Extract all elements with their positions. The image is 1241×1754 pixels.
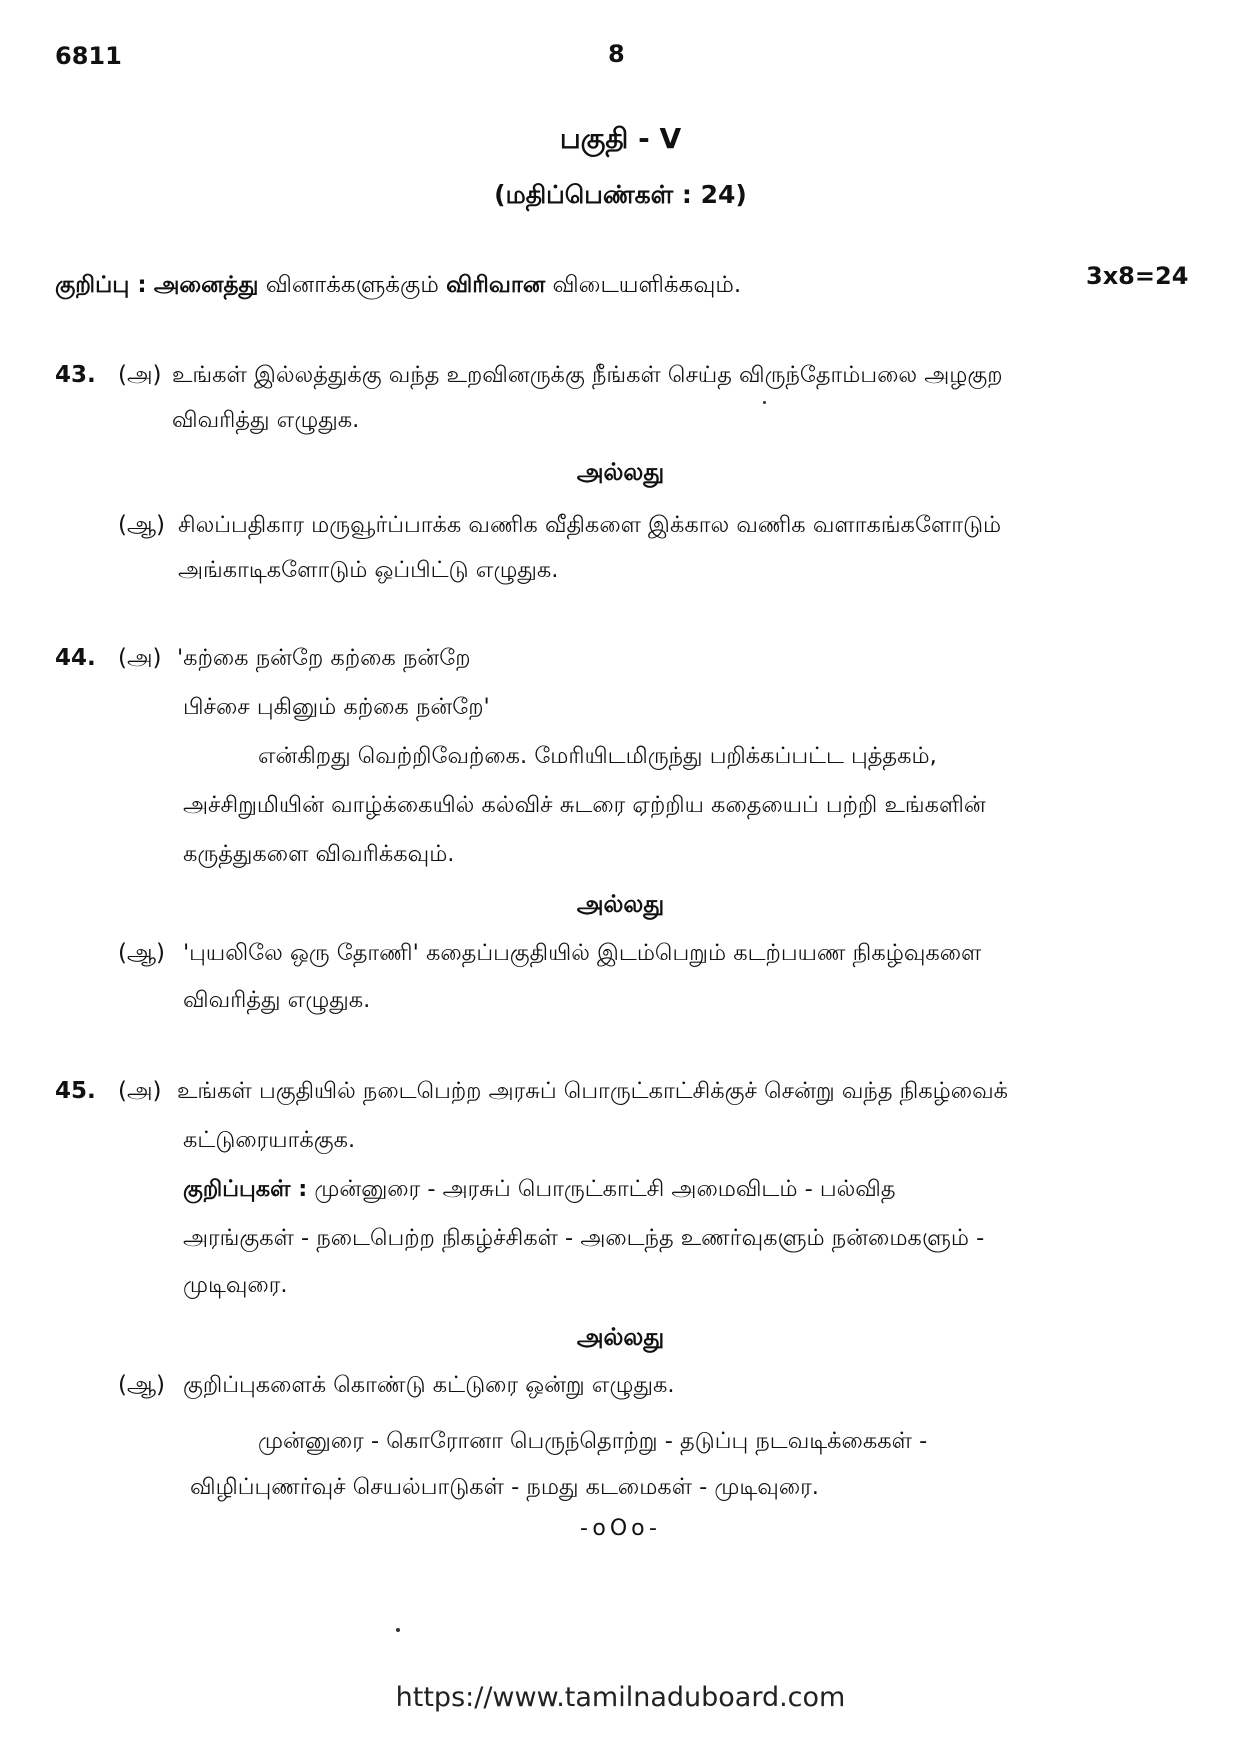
hints-text: முன்னுரை - அரசுப் பொருட்காட்சி அமைவிடம் - பல்வித (314, 1176, 896, 1202)
question-line: விவரித்து எழுதுக. (183, 987, 371, 1013)
page-number: 8 (608, 40, 625, 68)
option-label-b: (ஆ) (118, 512, 166, 538)
question-number: 43. (55, 362, 96, 388)
question-line: உங்கள் இல்லத்துக்கு வந்த உறவினருக்கு நீங்கள் செய்த விருந்தோம்பலை அழகுற (172, 362, 1003, 388)
option-label-a: (அ) (118, 362, 162, 388)
question-line: கருத்துகளை விவரிக்கவும். (183, 841, 455, 867)
question-line: கட்டுரையாக்குக. (183, 1127, 356, 1153)
paper-code: 6811 (55, 42, 122, 70)
instruction-word-questions: வினாக்களுக்கும் (265, 272, 439, 298)
stray-mark (763, 401, 766, 404)
hints-line (183, 1176, 896, 1205)
hints-line: முன்னுரை - கொரோனா பெருந்தொற்று - தடுப்பு நடவடிக்கைகள் - (258, 1428, 928, 1454)
question-number: 45. (55, 1078, 96, 1104)
or-separator: அல்லது (576, 1323, 665, 1351)
instruction-word-detailed: விரிவான (446, 272, 546, 298)
question-line: 'புயலிலே ஒரு தோணி' கதைப்பகுதியில் இடம்பெறும் கடற்பயண நிகழ்வுகளை (183, 940, 982, 966)
question-line: அங்காடிகளோடும் ஒப்பிட்டு எழுதுக. (178, 557, 559, 583)
question-line: அச்சிறுமியின் வாழ்க்கையில் கல்விச் சுடரை ஏற்றிய கதையைப் பற்றி உங்களின் (183, 792, 986, 818)
instruction-label: குறிப்பு : (55, 272, 147, 298)
option-label-a: (அ) (118, 1078, 162, 1104)
part-title: பகுதி - V (559, 122, 682, 155)
end-mark: -oOo- (580, 1516, 661, 1541)
question-number: 44. (55, 645, 96, 671)
question-line: குறிப்புகளைக் கொண்டு கட்டுரை ஒன்று எழுதுக. (183, 1372, 675, 1398)
hints-line: விழிப்புணர்வுச் செயல்பாடுகள் - நமது கடமைகள் - முடிவுரை. (190, 1474, 819, 1500)
question-line: என்கிறது வெற்றிவேற்கை. மேரியிடமிருந்து பறிக்கப்பட்ட புத்தகம், (258, 743, 937, 769)
hints-label: குறிப்புகள் : (183, 1176, 308, 1202)
hints-line: முடிவுரை. (183, 1272, 288, 1298)
option-label-b: (ஆ) (118, 1372, 166, 1398)
instruction-word-all: அனைத்து (153, 272, 259, 298)
or-separator: அல்லது (576, 890, 665, 918)
or-separator: அல்லது (576, 458, 665, 486)
question-line: சிலப்பதிகார மருவூர்ப்பாக்க வணிக வீதிகளை இக்கால வணிக வளாகங்களோடும் (178, 512, 1002, 538)
question-line: விவரித்து எழுதுக. (172, 407, 360, 433)
option-label-a: (அ) (118, 645, 162, 671)
hints-line: அரங்குகள் - நடைபெற்ற நிகழ்ச்சிகள் - அடைந்த உணர்வுகளும் நன்மைகளும் - (183, 1225, 985, 1251)
option-label-b: (ஆ) (118, 940, 166, 966)
instruction-note (55, 272, 741, 301)
quote-line: 'கற்கை நன்றே கற்கை நன்றே (177, 645, 471, 671)
question-line: உங்கள் பகுதியில் நடைபெற்ற அரசுப் பொருட்காட்சிக்குச் சென்று வந்த நிகழ்வைக் (177, 1078, 1008, 1104)
part-marks: (மதிப்பெண்கள் : 24) (494, 180, 747, 209)
quote-line: பிச்சை புகினும் கற்கை நன்றே' (183, 694, 490, 720)
marks-scheme: 3x8=24 (1086, 262, 1189, 290)
stray-mark (396, 1628, 400, 1632)
instruction-word-answer: விடையளிக்கவும். (552, 272, 742, 298)
source-url[interactable]: https://www.tamilnaduboard.com (395, 1682, 846, 1713)
